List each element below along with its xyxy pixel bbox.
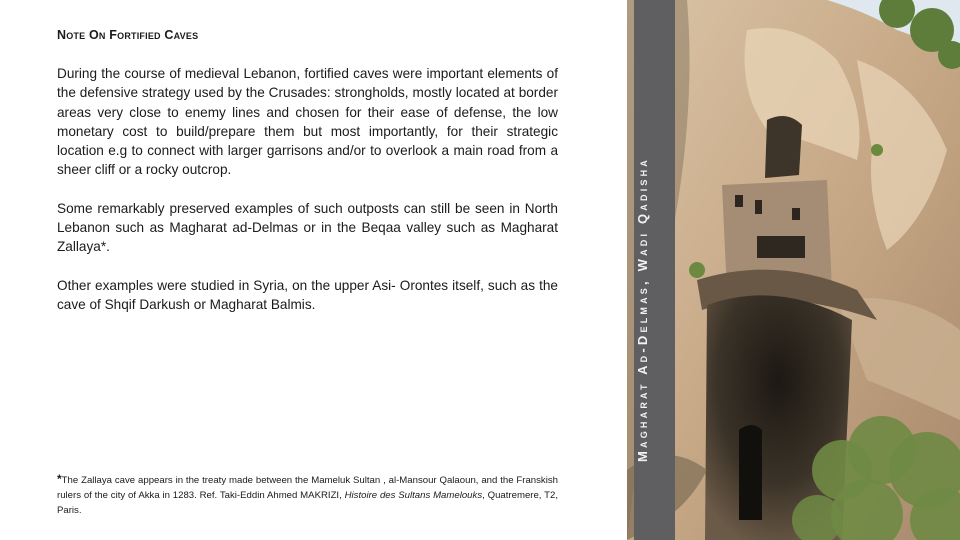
footnote-publication: , Quatremere, T2, Paris. xyxy=(57,490,558,516)
paragraph-syria-examples: Other examples were studied in Syria, on the upper Asi- Orontes itself, such as the cave of Shqif Darkush or Magharat Balmis. xyxy=(57,277,558,312)
paragraph-intro: During the course of medieval Lebanon, fortified caves were important elements of the defensive strategy used by the Crusades: strongholds, mostly located at border areas very close to enemy lines and chosen for their ease of defense, the low monetary cost to build/prepare them but most importantly, for their strategic location e.g to connect with larger garrisons and/or to overlook a main road from a sheer cliff or a rocky outcrop. xyxy=(57,66,558,178)
cave-photo xyxy=(627,0,960,540)
footnote-text: The Zallaya cave appears in the treaty made between the Mameluk Sultan , al-Mansour Qalaoun, and the Franskish rulers of the city of Akka in 1283. Ref. Taki-Eddin Ahmed MAKRIZI, xyxy=(57,475,558,501)
article xyxy=(57,28,558,333)
cliff-illustration xyxy=(627,0,960,540)
footnote-book-title: Histoire des Sultans Mamelouks xyxy=(344,490,483,501)
caption-band xyxy=(634,0,675,540)
page-title: Note On Fortified Caves xyxy=(57,28,199,42)
footnote-marker: * xyxy=(57,472,62,486)
paragraph-lebanon-examples: Some remarkably preserved examples of such outposts can still be seen in North Lebanon such as Magharat ad-Delmas or in the Beqaa valley such as Magharat Zallaya*. xyxy=(57,200,558,255)
photo-caption: Magharat Ad-Delmas, Wadi Qadisha xyxy=(635,156,650,462)
footnote xyxy=(57,472,558,518)
